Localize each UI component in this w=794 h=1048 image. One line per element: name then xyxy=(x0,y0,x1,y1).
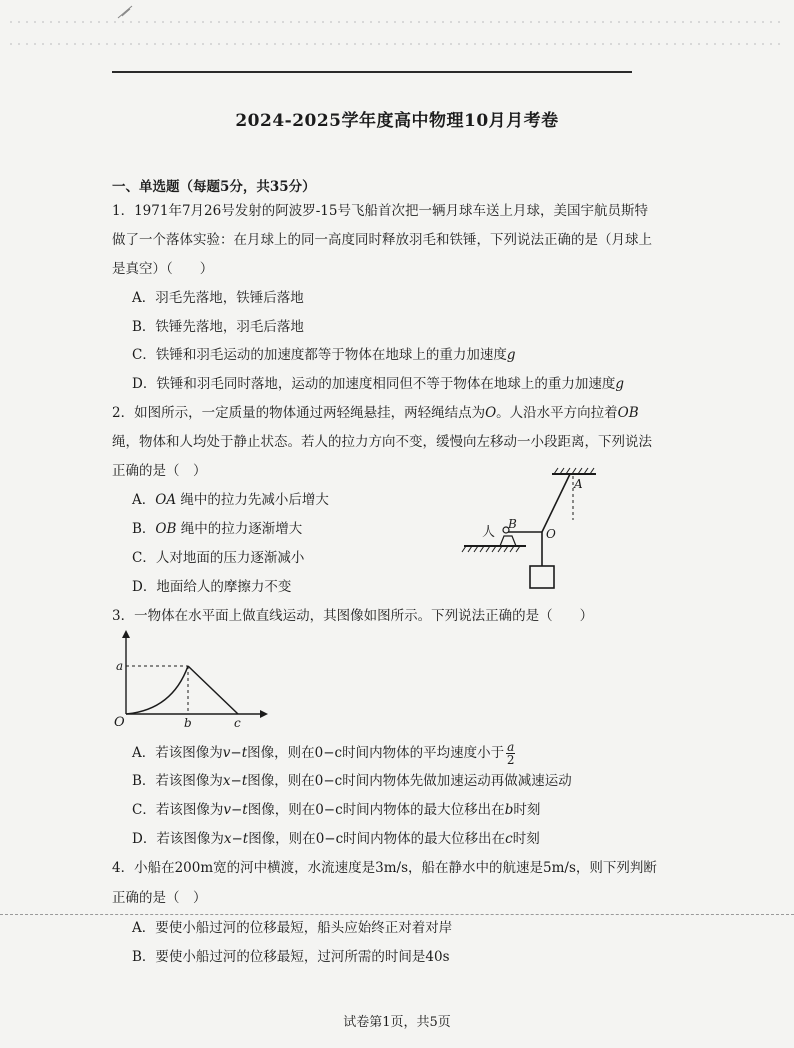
q1-line-2: 做了一个落体实验：在月球上的同一高度同时释放羽毛和铁锤，下列说法正确的是（月球上 xyxy=(112,232,652,248)
q3-option-d: D．若该图像为x−t图像，则在0−c时间内物体的最大位移出在c时刻 xyxy=(132,831,540,847)
q3-option-b: B．若该图像为x−t图像，则在0−c时间内物体先做加速运动再做减速运动 xyxy=(132,773,572,789)
q2-line-3: 正确的是（ ） xyxy=(112,463,207,479)
q2-line-1: 2．如图所示，一定质量的物体通过两轻绳悬挂，两轻绳结点为O。人沿水平方向拉着OB xyxy=(112,405,639,421)
q3-fig-a-label: a xyxy=(116,659,124,673)
q1-option-d: D．铁锤和羽毛同时落地，运动的加速度相同但不等于物体在地球上的重力加速度g xyxy=(132,376,624,392)
q2-option-b: B．OB 绳中的拉力逐渐增大 xyxy=(132,521,303,537)
q2-fig-a-label: A xyxy=(574,477,583,491)
scan-fold-line xyxy=(0,914,794,916)
q3-fig-b-label: b xyxy=(184,716,192,730)
q4-line-2: 正确的是（ ） xyxy=(112,890,207,906)
q2-option-d: D．地面给人的摩擦力不变 xyxy=(132,579,292,595)
q2-line-2: 绳，物体和人均处于静止状态。若人的拉力方向不变，缓慢向左移动一小段距离，下列说法 xyxy=(112,434,652,450)
section-heading: 一、单选题（每题5分，共35分） xyxy=(112,179,316,195)
q3-fig-o-label: O xyxy=(114,715,125,730)
page-footer: 试卷第1页，共5页 xyxy=(343,1015,451,1030)
q1-line-1: 1．1971年7月26号发射的阿波罗-15号飞船首次把一辆月球车送上月球，美国宇航员斯特 xyxy=(112,203,648,219)
q2-fig-person-label: 人 xyxy=(482,525,496,540)
q2-fig-b-label: B xyxy=(508,517,517,531)
q2-fig-o-label: O xyxy=(546,527,556,541)
header-rule xyxy=(112,71,632,73)
fraction-a-over-2: $\frac{a}{2}$ xyxy=(506,740,515,767)
q3-line-1: 3．一物体在水平面上做直线运动，其图像如图所示。下列说法正确的是（ ） xyxy=(112,608,594,624)
scan-artifacts xyxy=(0,0,794,80)
q1-line-3: 是真空）（ ） xyxy=(112,261,214,277)
q1-option-b: B．铁锤先落地，羽毛后落地 xyxy=(132,319,304,335)
q3-fig-c-label: c xyxy=(234,716,241,730)
q4-line-1: 4．小船在200m宽的河中横渡，水流速度是3m/s，船在静水中的航速是5m/s，则下列判断 xyxy=(112,860,657,876)
q1-option-a: A．羽毛先落地，铁锤后落地 xyxy=(132,290,304,306)
q3-option-a: A．若该图像为v−t图像，则在0−c时间内物体的平均速度小于 $\frac{a}{2}$ xyxy=(132,740,515,767)
q3-option-c: C．若该图像为v−t图像，则在0−c时间内物体的最大位移出在b时刻 xyxy=(132,802,541,818)
q2-option-c: C．人对地面的压力逐渐减小 xyxy=(132,550,305,566)
q3-graph xyxy=(112,630,272,730)
q2-option-a: A．OA 绳中的拉力先减小后增大 xyxy=(132,492,329,508)
q4-option-a: A．要使小船过河的位移最短，船头应始终正对着对岸 xyxy=(132,920,453,936)
q1-option-c: C．铁锤和羽毛运动的加速度都等于物体在地球上的重力加速度g xyxy=(132,347,516,363)
q4-option-b: B．要使小船过河的位移最短，过河所需的时间是40s xyxy=(132,949,450,965)
q2-diagram xyxy=(460,466,610,596)
page-title: 2024-2025学年度高中物理10月月考卷 xyxy=(235,111,559,131)
